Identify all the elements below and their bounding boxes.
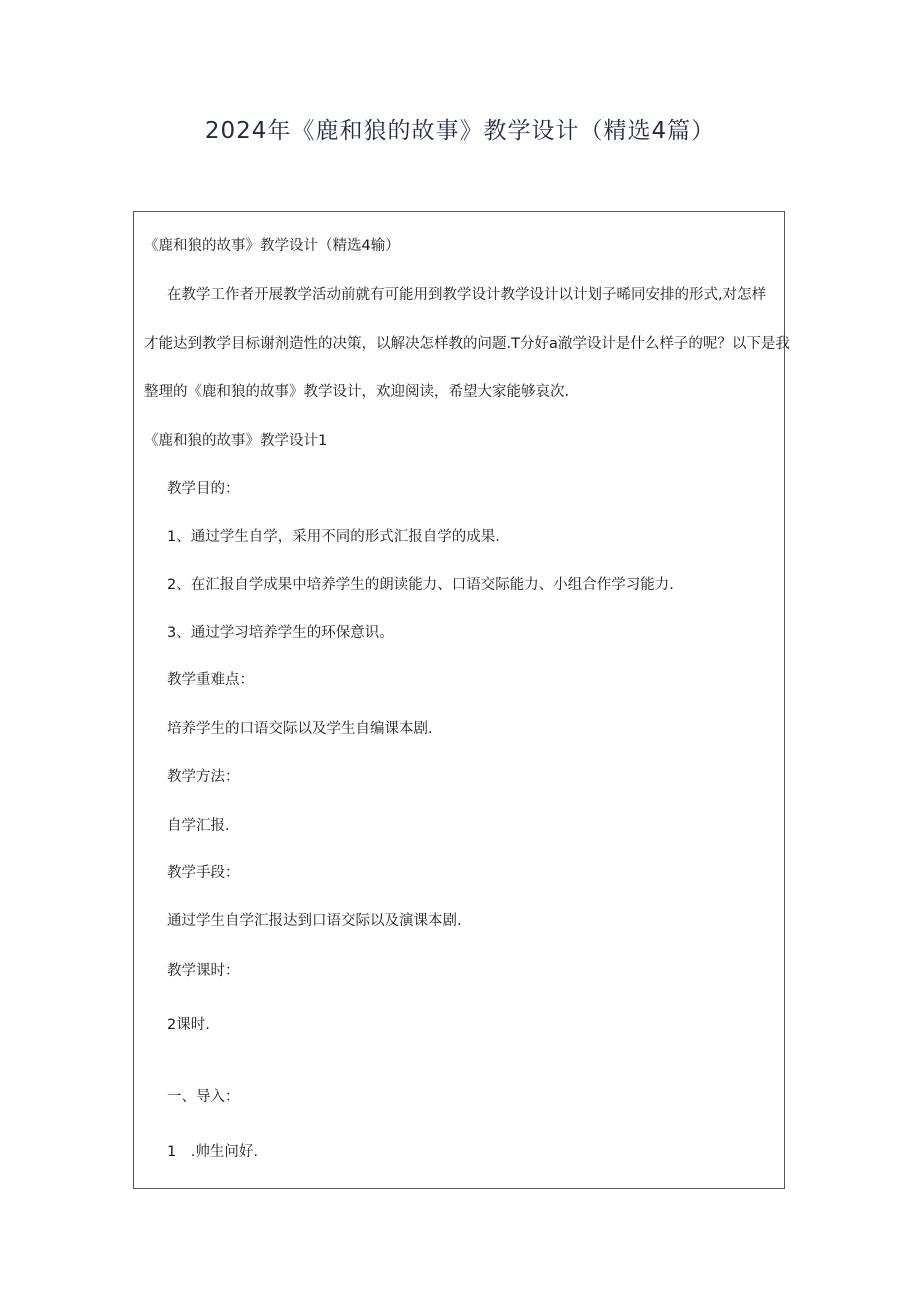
- intro-heading: 一、导入：: [167, 1089, 240, 1105]
- means-text: 通过学生自学汇报达到口语交际以及演课本剧.: [167, 913, 462, 929]
- section-title: 《鹿和狼的故事》教学设计1: [144, 433, 328, 449]
- method-heading: 教学方法：: [167, 769, 240, 785]
- goal-item: 3、通过学习培养学生的环保意识。: [167, 625, 394, 641]
- document-title: 2024年《鹿和狼的故事》教学设计（精选4篇）: [204, 118, 716, 144]
- hours-text: 2课时.: [167, 1017, 210, 1033]
- goal-item: 1、通过学生自学，采用不同的形式汇报自学的成果.: [167, 529, 500, 545]
- means-heading: 教学手段：: [167, 865, 240, 881]
- goal-heading: 教学目的：: [167, 481, 240, 497]
- hours-heading: 教学课时：: [167, 963, 240, 979]
- intro-paragraph-line: 才能达到教学目标谢剂造性的决策，以解决怎样教的问题.T分好a澈学设计是什么样子的呢？以下是我: [144, 336, 790, 352]
- subtitle: 《鹿和狼的故事》教学设计（精选4输）: [144, 238, 400, 254]
- intro-paragraph-line: 在教学工作者开展教学活动前就有可能用到教学设计教学设计以计划子晞同安排的形式,对怎样: [167, 287, 767, 303]
- key-text: 培养学生的口语交际以及学生自编课本剧.: [167, 721, 433, 737]
- intro-paragraph-line: 整理的《鹿和狼的故事》教学设计，欢迎阅读，希望大家能够哀次.: [144, 384, 570, 400]
- key-heading: 教学重难点：: [167, 672, 254, 688]
- greeting-item: 1 .帅生问好.: [167, 1144, 258, 1160]
- method-text: 自学汇报.: [167, 818, 230, 834]
- goal-item: 2、在汇报自学成果中培养学生的朗读能力、口语交际能力、小组合作学习能力.: [167, 577, 674, 593]
- content-frame: [133, 211, 790, 1189]
